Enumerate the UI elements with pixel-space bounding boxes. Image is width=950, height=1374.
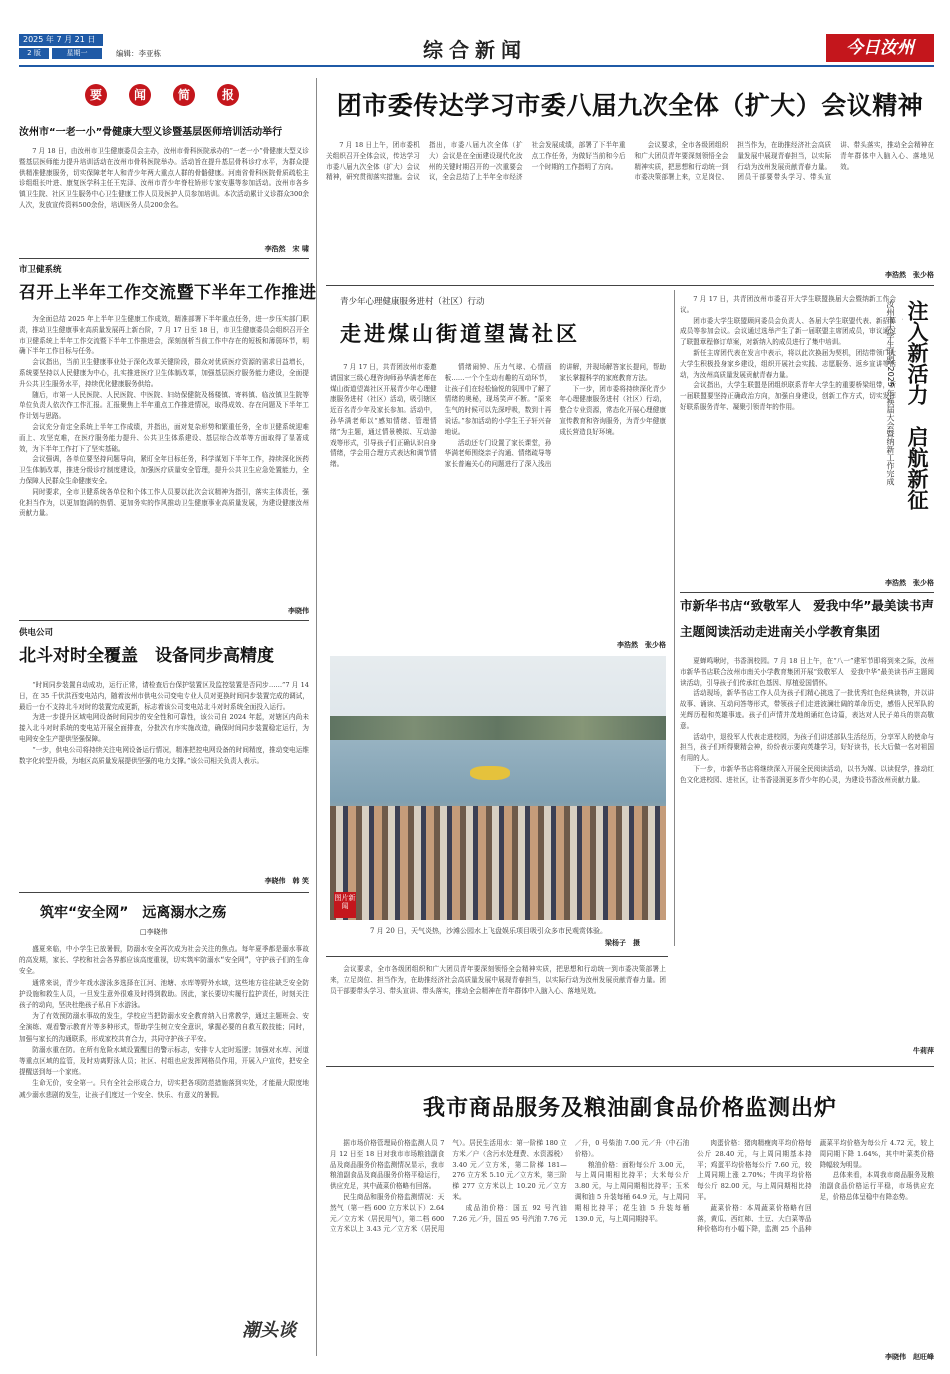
divider — [326, 1066, 934, 1067]
brief-title-row — [85, 84, 255, 108]
photo-caption: 7 月 20 日，天气炎热，沙滩公园水上飞盘娱乐项目吸引众多市民观赏体验。 — [370, 927, 608, 935]
bookstore-headline-2: 主题阅读活动走进南关小学教育集团 — [680, 624, 881, 639]
students-para: 7 月 17 日，共青团汝州市委召开大学生联盟换届大会暨纳新工作会议。 — [680, 295, 896, 314]
power-body — [19, 680, 309, 874]
brief-char: 闻 — [129, 84, 151, 106]
commentary-logo: 潮头谈 — [228, 1316, 310, 1346]
masthead — [0, 0, 950, 68]
divider — [680, 592, 934, 593]
commentary-headline: 筑牢“安全网” 远离溺水之殇 — [40, 905, 227, 921]
health-headline: 召开上半年工作交流暨下半年工作推进 — [19, 283, 317, 303]
league-para: 会议要求，全市各级团组织和广大团员青年要深刻领悟全会精神实质，把思想和行动统一到市委决策部署上来，立足岗位、担当作为，在助推经济社会高质量发展中展现青春担当，以实际行动为汝州发展贡献青春力量。团员干部要带头学习、带头宣讲、带头落实，推动全会精神在青年群体中入脑入心、落地见效。 — [634, 141, 934, 182]
youth-para: 活动还专门设置了家长课堂，孙华满老师围绕亲子沟通、情绪疏导等家长普遍关心的问题进行了深入浅出的讲解，并现场解答家长提问，帮助家长掌握科学的家庭教育方法。 — [444, 363, 666, 469]
prices-para: 粮油价格：面粉每公斤 3.00 元，与上周同期相比持平；大米每公斤 3.80 元，与上周同期相比持平；玉米调和油 5 升装每桶 64.9 元，与上周同期相比持平；花生油 5 升装每桶 139.0 元，与上周同期持平。 — [574, 1160, 690, 1223]
brief-char: 报 — [217, 84, 239, 106]
prices-para: 肉蛋价格：猪肉精瘦肉平均价格每公斤 28.40 元，与上周同期基本持平；鸡蛋平均价格每公斤 7.60 元，较上周同期上涨 2.70%；牛肉平均价格每公斤 82.00 元，与上周同期相比持平。 — [697, 1139, 812, 1201]
prices-byline: 李晓伟 赵旺峰 — [885, 1353, 934, 1361]
commentary-para: 生命无价，安全第一。只有全社会形成合力，切实把各项防范措施落到实处，才能最大限度地减少溺水悲剧的发生，让孩子们度过一个安全、快乐、有意义的暑假。 — [19, 1079, 309, 1099]
photo-trees — [330, 716, 666, 740]
commentary-body — [19, 944, 309, 1350]
league-byline: 李浩然 张少格 — [885, 271, 934, 279]
health-para: 会议指出，当前卫生健康事业处于深化改革关键阶段，群众对优质医疗资源的需求日益增长，系统要坚持以人民健康为中心，扎实推进医疗卫生体制改革，加强基层医疗服务能力建设，全面提升公共卫生服务水平，持续优化健康服务供给。 — [19, 358, 309, 388]
commentary-para: 防溺水重在防。在所有危险水域设置醒目的警示标志，安排专人定时巡逻；加强对水库、河道等重点区域的监管，及时劝离野泳人员；社区、村组也应发挥网格员作用，开展入户宣传，把安全提醒送到每一个家庭。 — [19, 1045, 309, 1077]
photo-label: 图片新闻 — [334, 892, 356, 918]
divider — [19, 892, 309, 893]
brief-char: 要 — [85, 84, 107, 106]
students-kicker: 汝州市大学生联盟 2025 年换届大会暨纳新工作完成 — [886, 300, 895, 486]
divider — [326, 285, 934, 286]
health-para: 随后，市第一人民医院、人民医院、中医院、妇幼保健院及杨楼镇、寄料镇、临汝镇卫生院等单位负责人依次作工作汇报。汇报聚焦上半年重点工作推进情况，取得成效、存在问题及下半年工作计划与思路。 — [19, 390, 309, 421]
prices-para: 蔬菜价格：本周蔬菜价格略有回落，黄瓜、西红柿、土豆、大白菜等品种价格均有小幅下降，监测 25 个品种蔬菜平均价格为每公斤 4.72 元，较上周同期下降 1.64%，其中叶菜类价格降幅较为明显。 — [697, 1139, 934, 1234]
date-box: 2025 年 7 月 21 日 — [19, 34, 103, 46]
students-body — [680, 294, 896, 564]
power-byline: 李晓伟 韩 笑 — [264, 877, 309, 885]
health-para: 会议充分肯定全系统上半年工作成绩，并指出，面对复杂形势和繁重任务，全市卫健系统迎难而上、攻坚克难，在医疗服务能力提升、公共卫生体系建设、基层综合改革等方面取得了显著成效，为下半年工作打下了坚实基础。 — [19, 422, 309, 453]
league-headline: 团市委传达学习市委八届九次全体（扩大）会议精神 — [336, 91, 924, 120]
youth-para: 7 月 17 日，共青团汝州市委邀请国家三级心理咨询师孙华满老师在煤山街道望嵩社区开展青少年心理健康服务进村（社区）活动，吸引辖区近百名青少年及家长参加。活动中，孙华满老师以“感知情绪、管理情绪”为主题，通过情景模拟、互动游戏等形式，引导孩子们正确认识自身情绪，学会用合理方式表达和调节情绪。 — [330, 363, 437, 469]
commentary-para: 通常来说，青少年戏水游泳多选择在江河、池塘、水库等野外水域，这些地方往往缺乏安全防护设施和救生人员，一旦发生意外很难及时得到救助。因此，家长要切实履行监护责任，时刻关注孩子的动向，坚决杜绝孩子私自下水游泳。 — [19, 978, 309, 1010]
bookstore-para: 活动中，退役军人代表走进校园，为孩子们讲述部队生活经历，分享军人的使命与担当，孩子们听得聚精会神，纷纷表示要向英雄学习，好好读书，长大后做一名对祖国有用的人。 — [680, 732, 934, 763]
divider — [326, 956, 668, 957]
health-kicker: 市卫健系统 — [19, 265, 62, 275]
students-para: 会议指出，大学生联盟是团组织联系青年大学生的重要桥梁纽带，新一届联盟要坚持正确政治方向，加强自身建设，创新工作方式，切实发挥好联系服务青年、凝聚引领青年的作用。 — [680, 381, 896, 411]
edition-label: 2 版 — [19, 48, 49, 59]
power-para: “一步，供电公司将持续关注电网设备运行情况，精准把控电网设备的时间精度，推动变电运维数字化转型升级，为地区高质量发展提供坚强的电力支撑。”该公司相关负责人表示。 — [19, 745, 309, 765]
column-rule — [316, 78, 317, 1356]
power-para: “时间同步装置自动成功，运行正常，请检查后台保护装置区及监控装置是否同步……”7 月 14 日，在 35 千伏洪西变电站内，随着汝州市供电公司变电专业人员对更换时间同步装置完成的调试，最后一台不支持北斗对时的装置完成更新，标志着该公司变电站北斗对时系统全面投入运行。 — [19, 681, 309, 711]
health-para: 为全面总结 2025 年上半年卫生健康工作成效，精准部署下半年重点任务，进一步压实部门职责，推动卫生健康事业高质量发展再上新台阶，7 月 17 日至 18 日，市卫生健康委员会组织召开全市卫健系统上半年工作交流暨下半年工作推进会，深刻剖析当前工作中存在的短板和薄弱环节，明确下半年工作目标与任务。 — [19, 315, 309, 356]
youth-para: 下一步，团市委将持续深化青少年心理健康服务进村（社区）行动，整合专业资源，常态化开展心理健康宣传教育和咨询服务，为青少年健康成长营造良好环境。 — [559, 384, 666, 436]
logo-box: 今日汝州 — [826, 34, 934, 62]
prices-headline: 我市商品服务及粮油副食品价格监测出炉 — [422, 1096, 837, 1121]
brief-byline: 李浩然 宋 啸 — [264, 245, 309, 253]
commentary-author: □李晓伟 — [140, 928, 168, 936]
masthead-rule — [19, 65, 934, 67]
power-para: 为进一步提升区域电网设备时间同步的安全性和可靠性，该公司自 2024 年起，对辖区内尚未接入北斗对时系统的变电站开展全面排查，分批次有序实施改造，确保时间同步装置稳定运行，为电网安全生产提供坚强保障。 — [19, 713, 309, 743]
youth-byline: 李浩然 张少格 — [617, 641, 666, 649]
health-byline: 李晓伟 — [288, 607, 309, 615]
commentary-para: 盛夏来临，中小学生已放暑假，防溺水安全再次成为社会关注的焦点。每年夏季都是溺水事故的高发期，家长、学校和社会各界都应该高度重视，切实筑牢防溺水“安全网”，守护孩子们的生命安全。 — [19, 945, 309, 976]
health-para: 会议强调，各单位要坚持问题导向，紧盯全年目标任务，科学谋划下半年工作，持续深化医药卫生体制改革，推进分级诊疗制度建设，加强医疗质量安全管理，提升公共卫生应急处置能力，全力保障人民群众生命健康安全。 — [19, 455, 309, 485]
photo-credit: 梁杨子 摄 — [605, 939, 640, 947]
weekday-label: 星期一 — [52, 48, 102, 59]
prices-body — [330, 1138, 934, 1350]
prices-para: 成品油价格：国五 92 号汽油 7.26 元／升，国五 95 号汽油 7.76 元／升，0 号柴油 7.00 元／升（中石油价格）。 — [452, 1139, 690, 1223]
students-para: 新任主席团代表在发言中表示，将以此次换届为契机，团结带领广大大学生积极投身家乡建设，组织开展社会实践、志愿服务、返乡宣讲等活动，为汝州高质量发展贡献青春力量。 — [680, 348, 896, 379]
students-headline: 注入新活力 启航新征 — [905, 300, 929, 510]
divider — [19, 258, 309, 259]
prices-para: 据市场价格管理局价格监测人员 7 月 12 日至 18 日对我市市场粮油副食品及商品服务价格监测情况显示，我市粮油副食品及商品服务价格平稳运行，供应充足，其中蔬菜价格略有回落。 — [330, 1139, 445, 1191]
commentary-para: 为了有效预防溺水事故的发生，学校应当把防溺水安全教育纳入日常教学，通过主题班会、安全演练、观看警示教育片等多种形式，帮助学生树立安全意识，掌握必要的自救互救技能；同时，加强与家长的沟通联系，形成家校共育合力，共同守护孩子平安。 — [19, 1012, 309, 1043]
editor-label: 编辑：李亚栋 — [116, 49, 161, 58]
students-para: 团市委大学生联盟顾问委员会负责人、各届大学生联盟代表、新招募成员等参加会议。会议通过选举产生了新一届联盟主席团成员，审议通过了联盟章程修订草案，对新纳入的成员进行了集中培训。 — [680, 316, 896, 347]
youth-body — [330, 362, 666, 636]
bookstore-headline-1: 市新华书店“致敬军人 爱我中华”最美读书声 — [680, 598, 934, 613]
brief-body: 7 月 18 日，由汝州市卫生健康委员会主办，汝州市骨科医院承办的“一老一小”骨健康大型义诊暨基层医师能力提升培训活动在汝州市骨科医院举办。活动旨在提升基层骨科诊疗水平，为群众提供精准健康服务，切实保障老年人和青少年两大重点人群的骨骼健康。河南省骨科医院骨质疏松主诊组组长叶进、康复医学科主任王宪泽、汝州市青少年脊柱矫形专家安惠等参加活动。汝州市各乡镇卫生院、社区卫生服务中心卫生健康工作人员及医护人员参加培训。本次活动累计义诊群众300余人次，发放宣传资料500余份，培训医务人员200余名。 — [19, 147, 309, 209]
students-byline: 李浩然 张少格 — [885, 579, 934, 587]
brief-headline: 汝州市“一老一小”骨健康大型义诊暨基层医师培训活动举行 — [19, 127, 283, 138]
league-para: 7 月 18 日上午，团市委机关组织召开全体会议，传达学习市委八届九次全体（扩大）会议精神，研究贯彻落实措施。会议指出，市委八届九次全体（扩大）会议是在全面建设现代化汝州的关键时期召开的一次重要会议，全会总结了上半年全市经济社会发展成绩，部署了下半年重点工作任务，为做好当前和今后一个时期的工作指明了方向。 — [326, 141, 626, 182]
prices-para: 民生商品和服务价格监测情况：天然气（第一档 600 立方米以下）2.64 元／立方米（居民用气），第二档 600 立方米以上 3.43 元／立方米（居民用气）。居民生活用水：第一阶梯 180 立方米／户（含污水处理费、水资源税）3.40 元／立方米，第二阶梯 181—276 立方米 5.10 元／立方米，第三阶梯 277 立方米以上 10.20 元／立方米。 — [330, 1139, 567, 1234]
bookstore-byline: 牛莉萍 — [913, 1047, 934, 1055]
bookstore-para: 下一步，市新华书店将继续深入开展全民阅读活动，以书为媒、以读促学，推动红色文化进校园、进社区，让书香浸润更多青少年的心灵，为建设书香汝州贡献力量。 — [680, 764, 934, 784]
youth-headline: 走进煤山街道望嵩社区 — [340, 322, 580, 346]
power-kicker: 供电公司 — [19, 628, 54, 638]
youth-para: 情绪闹钟、压力气球、心情画板……一个个生动有趣的互动环节，让孩子们在轻松愉悦的氛围中了解了情绪的奥秘，现场笑声不断。“原来生气的时候可以先深呼吸，数到十再说话。”参加活动的小学生王子轩兴奋地说。 — [444, 363, 552, 436]
league-body — [326, 140, 934, 268]
section-title: 综合新闻 — [423, 38, 527, 62]
news-photo — [330, 656, 666, 920]
bookstore-para: 夏蝉鸣啾时，书香润校园。7 月 18 日上午，在“八一”建军节即将到来之际，汝州市新华书店联合汝州市南关小学教育集团开展“致敬军人 爱我中华”最美读书声主题阅读活动，引导孩子们传承红色基因、厚植爱国情怀。 — [680, 657, 934, 687]
continuation-body: 会议要求，全市各级团组织和广大团员青年要深刻领悟全会精神实质，把思想和行动统一到市委决策部署上来，立足岗位、担当作为，在助推经济社会高质量发展中展现青春担当，以实际行动为汝州发展贡献青春力量。团员干部要带头学习、带头宣讲、带头落实，推动全会精神在青年群体中入脑入心、落地见效。 — [330, 965, 666, 995]
bookstore-para: 活动现场，新华书店工作人员为孩子们精心挑选了一批优秀红色经典读物，并以讲故事、诵读、互动问答等形式，带领孩子们走进波澜壮阔的革命历史，感悟人民军队的光辉历程和英雄事迹。孩子们声情并茂地朗诵红色诗篇，表达对人民子弟兵的崇高敬意。 — [680, 689, 934, 730]
column-rule — [674, 290, 675, 946]
prices-para: 总体来看，本周我市商品服务及粮油副食品价格运行平稳，市场供应充足，价格总体呈稳中有降态势。 — [819, 1171, 934, 1201]
divider — [19, 620, 309, 621]
photo-boat — [470, 766, 510, 780]
bookstore-body — [680, 656, 934, 1044]
power-headline: 北斗对时全覆盖 设备同步高精度 — [19, 646, 274, 666]
photo-crowd — [330, 806, 666, 920]
health-body — [19, 314, 309, 606]
health-para: 同时要求，全市卫健系统各单位和个体工作人员要以此次会议精神为指引，落实主体责任，强化担当作为，以更加饱满的热情、更加务实的作风推动卫生健康事业高质量发展，为建设健康汝州贡献力量。 — [19, 487, 309, 518]
youth-kicker: 青少年心理健康服务进村（社区）行动 — [340, 297, 485, 307]
brief-char: 简 — [173, 84, 195, 106]
